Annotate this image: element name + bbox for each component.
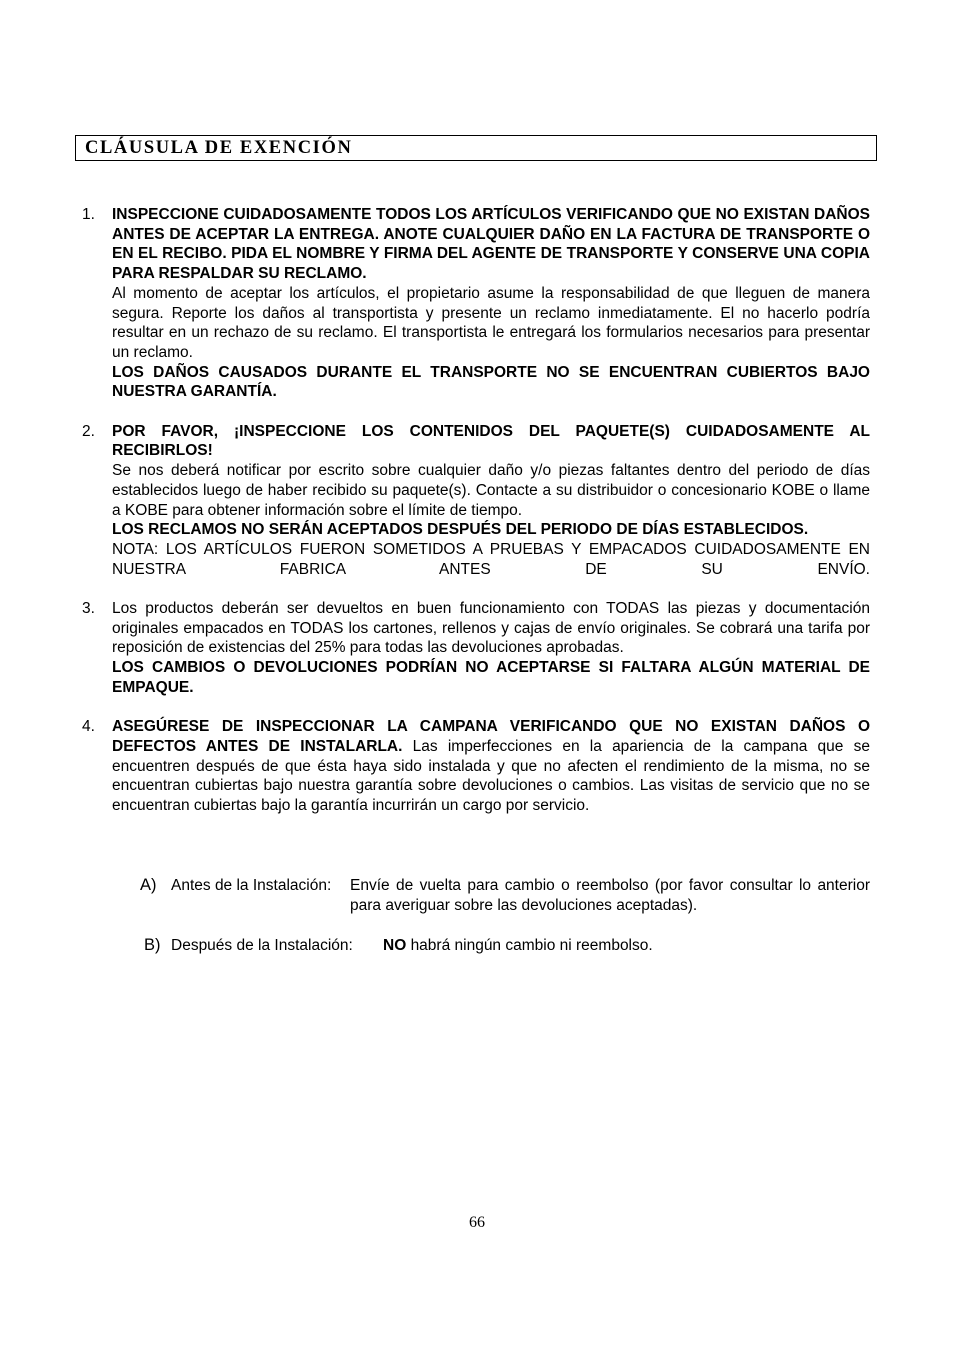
sub-item-label: Antes de la Instalación: [171,877,332,894]
sub-item-bold: NO [383,937,407,954]
sub-item-text-line [383,936,870,956]
list-item-3 [82,599,870,698]
sub-item-a [140,876,870,915]
item-body: Al momento de aceptar los artículos, el propietario asume la responsabilidad de que lleguen de manera segura. Reporte los daños al transportista y presente un reclamo inmediatamente. El no hacerlo podría resultar en un rechazo de su reclamo. El transportista le entregará los formularios necesarios para presentar un reclamo. [112,284,870,361]
item-body: Los productos deberán ser devueltos en buen funcionamiento con TODAS las piezas y documentación originales empacados en TODAS los cartones, rellenos y cajas de envío originales. Se cobrará una tarifa por reposición de existencias del 25% para todas las devoluciones aprobadas. [112,600,870,657]
item-bold-outro: LOS CAMBIOS O DEVOLUCIONES PODRÍAN NO ACEPTARSE SI FALTARA ALGÚN MATERIAL DE EMPAQUE. [112,659,870,696]
sub-item-text: Envíe de vuelta para cambio o reembolso (por favor consultar lo anterior para averiguar sobre las devoluciones aceptadas). [350,877,870,914]
disclaimer-list [82,205,870,835]
item-number: 2. [82,422,95,440]
list-item-4 [82,717,870,816]
item-bold-intro: INSPECCIONE CUIDADOSAMENTE TODOS LOS ARTÍCULOS VERIFICANDO QUE NO EXISTAN DAÑOS ANTES DE ACEPTAR LA ENTREGA. ANOTE CUALQUIER DAÑO EN LA FACTURA DE TRANSPORTE O EN EL RECIBO. PIDA EL NOMBRE Y FIRMA DEL AGENTE DE TRANSPORTE Y CONSERVE UNA COPIA PARA RESPALDAR SU RECLAMO. [112,206,870,283]
sub-item-letter: A) [140,876,157,894]
item-bold-outro: LOS DAÑOS CAUSADOS DURANTE EL TRANSPORTE NO SE ENCUENTRAN CUBIERTOS BAJO NUESTRA GARANTÍA. [112,363,870,401]
item-number: 1. [82,206,95,223]
item-body: Se nos deberá notificar por escrito sobre cualquier daño y/o piezas faltantes dentro del periodo de días establecidos luego de haber recibido su paquete(s). Contacte a su distribuidor o concesionario KOBE o llame a KOBE para obtener información sobre el límite de tiempo. [112,462,870,519]
list-item-2 [82,422,870,580]
sub-item-b [144,936,870,956]
item-number: 4. [82,718,95,736]
item-bold-intro: POR FAVOR, ¡INSPECCIONE LOS CONTENIDOS DEL PAQUETE(S) CUIDADOSAMENTE AL RECIBIRLOS! [112,422,870,460]
item-bold-intro: ASEGÚRESE DE INSPECCIONAR LA CAMPANA VERIFICANDO QUE NO EXISTAN DAÑOS O DEFECTOS ANTES DE INSTALARLA. [112,718,870,755]
item-note: NOTA: LOS ARTÍCULOS FUERON SOMETIDOS A PRUEBAS Y EMPACADOS CUIDADOSAMENTE EN NUESTRA FABRICA ANTES DE SU ENVÍO. [112,540,870,578]
sub-item-text: habrá ningún cambio ni reembolso. [410,937,653,954]
item-body: Las imperfecciones en la apariencia de la campana que se encuentren después de que ésta haya sido instalada y que no afecten el rendimiento de la misma, no se encuentran cubiertas bajo nuestra garantía sobre devoluciones o cambios. Las visitas de servicio que no se encuentran cubiertas bajo la garantía incurrirán un cargo por servicio. [112,737,870,815]
page-number: 66 [469,1214,485,1231]
section-title: CLÁUSULA DE EXENCIÓN [75,135,877,161]
list-item-1 [82,205,870,402]
item-number: 3. [82,600,95,618]
item-bold-outro: LOS RECLAMOS NO SERÁN ACEPTADOS DESPUÉS DEL PERIODO DE DÍAS ESTABLECIDOS. [112,521,809,539]
sub-item-letter: B) [144,936,161,954]
sub-item-label: Después de la Instalación: [171,937,353,954]
item-paragraph [112,717,870,816]
item-note-line1 [112,540,870,579]
